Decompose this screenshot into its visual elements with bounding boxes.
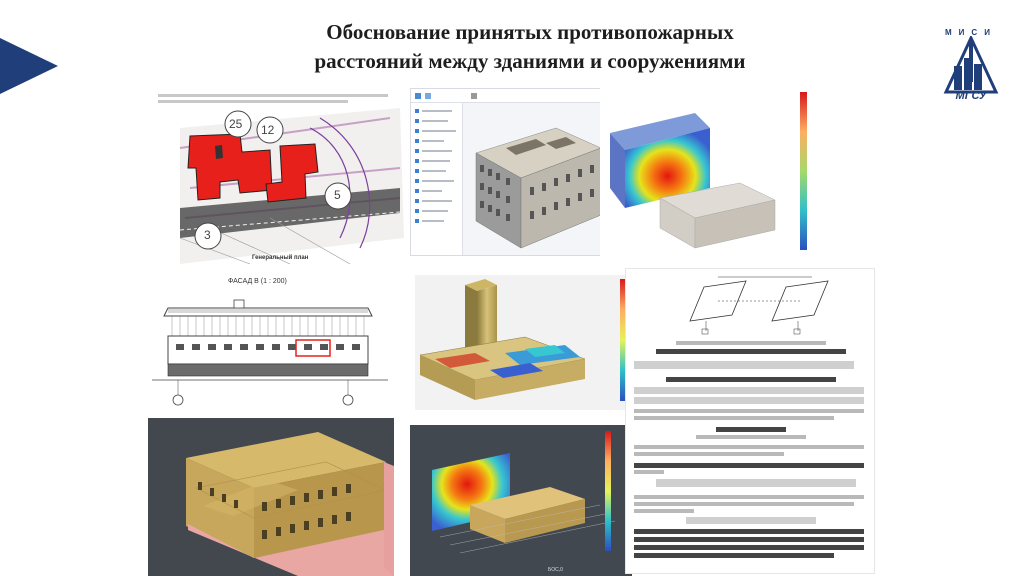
document-text-line <box>676 341 826 345</box>
university-logo <box>940 28 1002 110</box>
fire-simulation-model <box>415 275 645 410</box>
plan-number-label: 5 <box>334 188 341 202</box>
logo-emblem-icon <box>940 36 1002 96</box>
calculation-document-image <box>625 268 875 574</box>
color-scale-bar <box>800 92 807 250</box>
slide-title-line2: расстояний между зданиями и сооружениями <box>314 49 746 73</box>
building-3d-model <box>466 103 612 256</box>
heat-map-building <box>600 88 810 256</box>
slide-title-line1: Обоснование принятых противопожарных <box>326 20 734 44</box>
plan-number-label: 12 <box>261 123 275 137</box>
simulation-footer-label: БОС,0 <box>548 567 563 573</box>
document-text-line <box>634 409 864 413</box>
logo-bottom-text: МГСУ <box>955 90 987 102</box>
wall-heat-simulation-image <box>410 425 632 576</box>
heat-wall-model <box>410 425 632 576</box>
toolbar-icons <box>411 89 612 103</box>
color-scale-bar <box>605 431 611 551</box>
document-formula-line <box>634 387 864 394</box>
document-text-line <box>634 416 834 420</box>
tree-items <box>411 103 463 256</box>
slide-title <box>250 18 810 76</box>
document-conclusion-line <box>634 537 864 542</box>
facade-drawing-image <box>148 276 392 414</box>
facade-elevation-drawing <box>148 276 392 414</box>
model-software-screenshot <box>410 88 612 256</box>
document-heading-line <box>656 349 846 354</box>
navigation-arrow-icon <box>0 38 58 94</box>
software-toolbar <box>411 89 612 103</box>
document-formula-line <box>686 517 816 524</box>
fire-simulation-3d-image <box>415 275 645 410</box>
document-text-line <box>634 445 864 449</box>
document-text-line <box>634 509 694 513</box>
site-plan-drawing <box>150 88 404 264</box>
site-plan-image <box>150 88 404 264</box>
document-conclusion-line <box>634 545 864 550</box>
plan-number-label: 3 <box>204 228 211 242</box>
document-formula-line <box>634 397 864 404</box>
software-tree-panel <box>411 103 463 256</box>
document-text-line <box>696 435 806 439</box>
document-conclusion-line <box>634 529 864 534</box>
document-heading-line <box>634 463 864 468</box>
document-text-line <box>634 502 854 506</box>
heat-flux-simulation-image <box>600 88 810 256</box>
building-3d-render-image <box>148 418 394 576</box>
document-text-line <box>634 495 864 499</box>
document-conclusion-line <box>634 553 834 558</box>
facade-label: ФАСАД В (1 : 200) <box>228 278 287 285</box>
plan-number-label: 25 <box>229 117 243 131</box>
document-heading-line <box>716 427 786 432</box>
document-heading-line <box>666 377 836 382</box>
document-text-line <box>634 470 664 474</box>
logo-top-text: МИСИ <box>945 28 997 37</box>
document-formula-line <box>634 361 854 369</box>
document-text-line <box>634 452 784 456</box>
document-formula-line <box>656 479 856 487</box>
building-with-wall-render <box>148 418 394 576</box>
site-plan-caption: Генеральный план <box>252 255 309 261</box>
view-factor-diagram <box>626 269 875 339</box>
